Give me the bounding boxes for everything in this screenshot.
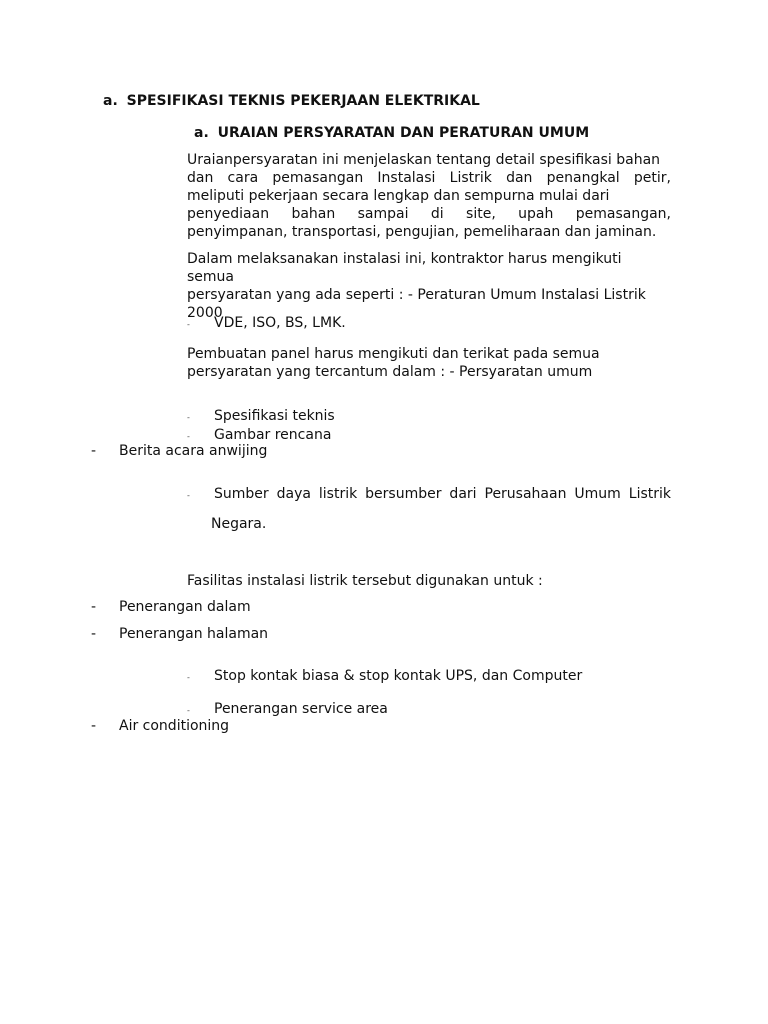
list-item-gambar [187,427,190,443]
paragraph-line: persyaratan yang ada seperti : - Peraturan Umum Instalasi Listrik [187,287,646,303]
list-item-sumber-continuation: Negara. [211,516,267,532]
list-item-service-text: Penerangan service area [214,701,388,717]
heading-sub-marker: a. [194,125,209,141]
list-item-ac-text: Air conditioning [119,718,230,734]
heading-sub [194,125,589,141]
paragraph-uraian [187,151,671,241]
paragraph-fasilitas: Fasilitas instalasi listrik tersebut digunakan untuk : [187,573,543,589]
paragraph-dalam [187,250,671,322]
list-item-service [187,701,190,717]
list-item-vde-text: VDE, ISO, BS, LMK. [214,315,346,331]
list-item-halaman-dash: - [91,626,97,642]
list-item-spesifikasi-text: Spesifikasi teknis [214,408,335,424]
paragraph-panel [187,345,671,381]
list-item-halaman-text: Penerangan halaman [119,626,269,642]
paragraph-line: 2000 [187,305,223,321]
heading-main [103,93,480,109]
paragraph-line: dan cara pemasangan Instalasi Listrik dan penangkal petir, [187,170,671,186]
bullet-dash: - [187,320,190,329]
heading-sub-text: URAIAN PERSYARATAN DAN PERATURAN UMUM [217,125,590,141]
bullet-dash: - [187,491,190,500]
paragraph-line: meliputi pekerjaan secara lengkap dan sempurna mulai dari [187,188,610,204]
paragraph-line: penyimpanan, transportasi, pengujian, pemeliharaan dan jaminan. [187,224,657,240]
paragraph-line: Uraianpersyaratan ini menjelaskan tentang detail spesifikasi bahan [187,152,661,168]
list-item-sumber-text: Sumber daya listrik bersumber dari Perusahaan Umum Listrik [214,486,671,502]
list-item-dalam-text: Penerangan dalam [119,599,251,615]
list-item-berita-dash: - [91,443,97,459]
bullet-dash: - [187,432,190,441]
bullet-dash: - [187,413,190,422]
heading-main-text: SPESIFIKASI TEKNIS PEKERJAAN ELEKTRIKAL [126,93,480,109]
list-item-stop-text: Stop kontak biasa & stop kontak UPS, dan Computer [214,668,583,684]
list-item-vde [187,315,190,331]
list-item-gambar-text: Gambar rencana [214,427,332,443]
list-item-dalam-dash: - [91,599,97,615]
list-item-stop [187,668,190,684]
list-item-sumber [187,486,190,502]
heading-main-marker: a. [103,93,118,109]
list-item-berita-text: Berita acara anwijing [119,443,268,459]
list-item-ac-dash: - [91,718,97,734]
paragraph-line: persyaratan yang tercantum dalam : - Persyaratan umum [187,364,593,380]
bullet-dash: - [187,673,190,682]
paragraph-line: Dalam melaksanakan instalasi ini, kontraktor harus mengikuti semua [187,251,622,285]
list-item-spesifikasi [187,408,190,424]
bullet-dash: - [187,706,190,715]
paragraph-line: Pembuatan panel harus mengikuti dan terikat pada semua [187,346,600,362]
paragraph-line: penyediaan bahan sampai di site, upah pemasangan, [187,206,671,222]
